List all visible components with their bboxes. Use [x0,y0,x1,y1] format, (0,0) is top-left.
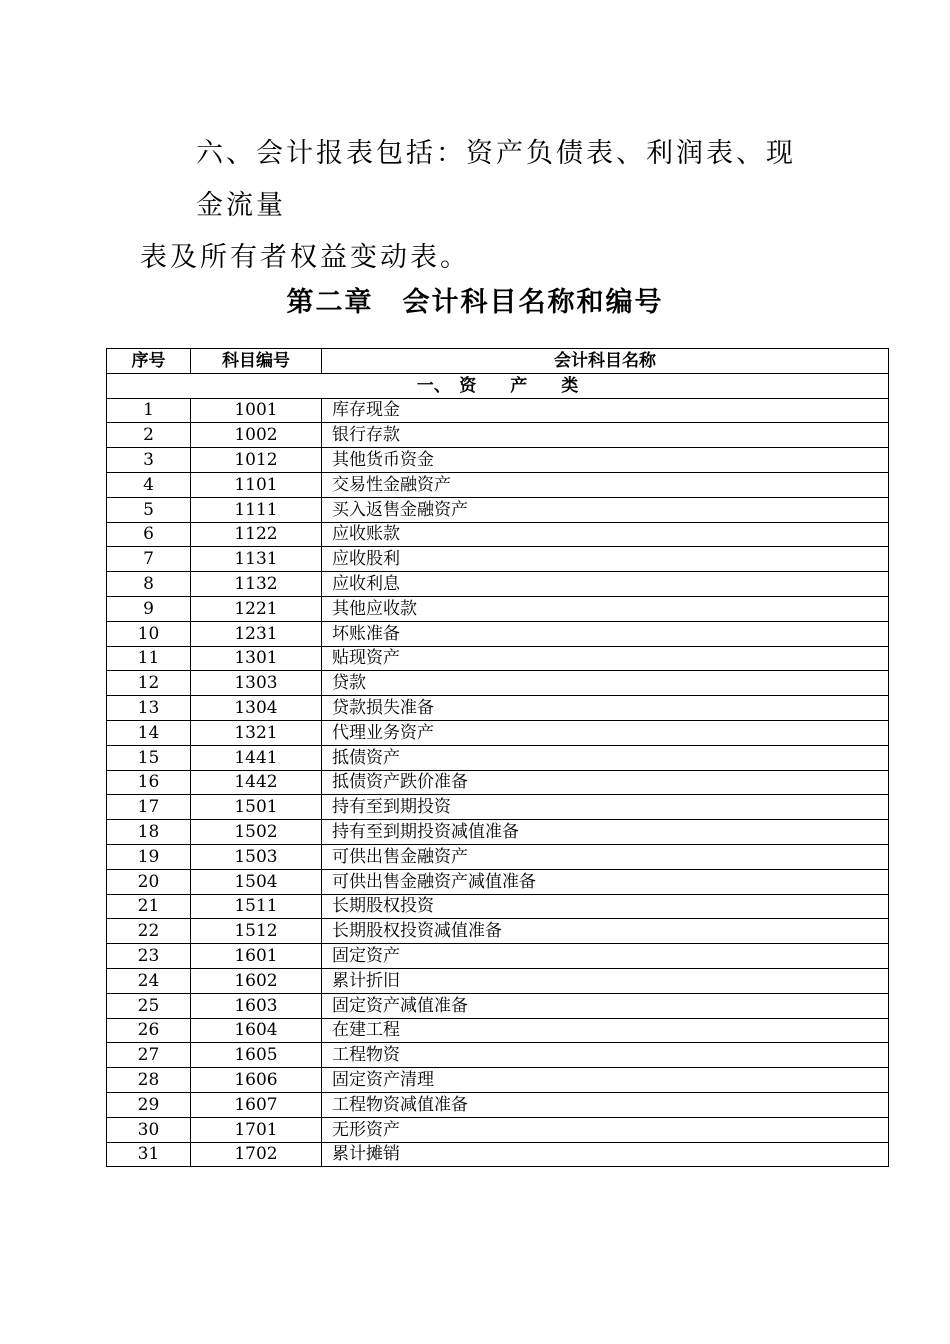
row-name: 交易性金融资产 [322,472,889,497]
row-name: 长期股权投资减值准备 [322,919,889,944]
row-code: 1503 [191,844,322,869]
row-code: 1607 [191,1092,322,1117]
row-code: 1231 [191,621,322,646]
row-name: 其他应收款 [322,596,889,621]
row-index: 9 [107,596,191,621]
table-row [107,1142,889,1167]
row-index: 4 [107,472,191,497]
row-code: 1702 [191,1142,322,1167]
table-row [107,993,889,1018]
row-code: 1122 [191,522,322,547]
table-row [107,696,889,721]
table-row [107,944,889,969]
row-index: 29 [107,1092,191,1117]
row-name: 持有至到期投资 [322,795,889,820]
row-code: 1002 [191,423,322,448]
row-index: 26 [107,1018,191,1043]
table-row [107,398,889,423]
row-index: 15 [107,745,191,770]
table-row [107,1117,889,1142]
chapter-title: 第二章 会计科目名称和编号 [286,287,664,318]
table-row [107,820,889,845]
row-code: 1512 [191,919,322,944]
row-code: 1321 [191,720,322,745]
row-index: 1 [107,398,191,423]
intro-line-1: 六、会计报表包括：资产负债表、利润表、现金流量 [196,138,796,221]
account-table [106,348,889,1167]
row-code: 1442 [191,770,322,795]
row-name: 长期股权投资 [322,894,889,919]
table-row [107,1068,889,1093]
row-index: 5 [107,497,191,522]
intro-paragraph [140,128,820,284]
row-name: 应收利息 [322,572,889,597]
table-row [107,795,889,820]
row-index: 31 [107,1142,191,1167]
row-code: 1301 [191,646,322,671]
row-name: 抵债资产 [322,745,889,770]
row-name: 工程物资减值准备 [322,1092,889,1117]
row-name: 抵债资产跌价准备 [322,770,889,795]
row-name: 可供出售金融资产减值准备 [322,869,889,894]
table-header-row [107,349,889,374]
row-name: 贴现资产 [322,646,889,671]
row-index: 8 [107,572,191,597]
row-index: 16 [107,770,191,795]
table-row [107,448,889,473]
row-name: 库存现金 [322,398,889,423]
row-index: 17 [107,795,191,820]
table-row [107,770,889,795]
row-index: 11 [107,646,191,671]
table-row [107,745,889,770]
table-row [107,720,889,745]
row-name: 固定资产清理 [322,1068,889,1093]
row-index: 14 [107,720,191,745]
row-code: 1001 [191,398,322,423]
row-index: 23 [107,944,191,969]
row-name: 银行存款 [322,423,889,448]
row-index: 19 [107,844,191,869]
row-name: 应收股利 [322,547,889,572]
table-row [107,497,889,522]
table-row [107,968,889,993]
section-row [107,373,889,398]
table-row [107,522,889,547]
table-row [107,547,889,572]
row-code: 1601 [191,944,322,969]
row-name: 在建工程 [322,1018,889,1043]
row-name: 其他货币资金 [322,448,889,473]
row-code: 1221 [191,596,322,621]
row-code: 1501 [191,795,322,820]
row-name: 工程物资 [322,1043,889,1068]
row-name: 无形资产 [322,1117,889,1142]
row-name: 贷款损失准备 [322,696,889,721]
row-code: 1603 [191,993,322,1018]
row-name: 应收账款 [322,522,889,547]
row-name: 累计折旧 [322,968,889,993]
row-index: 25 [107,993,191,1018]
row-index: 18 [107,820,191,845]
row-code: 1604 [191,1018,322,1043]
row-code: 1303 [191,671,322,696]
row-name: 代理业务资产 [322,720,889,745]
row-name: 贷款 [322,671,889,696]
row-index: 24 [107,968,191,993]
row-index: 6 [107,522,191,547]
header-name: 会计科目名称 [322,349,889,374]
row-index: 2 [107,423,191,448]
header-index: 序号 [107,349,191,374]
table-row [107,1018,889,1043]
row-code: 1511 [191,894,322,919]
row-index: 10 [107,621,191,646]
row-name: 买入返售金融资产 [322,497,889,522]
row-code: 1111 [191,497,322,522]
row-code: 1131 [191,547,322,572]
row-code: 1101 [191,472,322,497]
table-row [107,423,889,448]
row-index: 30 [107,1117,191,1142]
row-code: 1504 [191,869,322,894]
row-index: 27 [107,1043,191,1068]
row-name: 固定资产减值准备 [322,993,889,1018]
row-index: 7 [107,547,191,572]
intro-line-2: 表及所有者权益变动表。 [140,242,470,273]
row-name: 累计摊销 [322,1142,889,1167]
row-index: 21 [107,894,191,919]
row-code: 1602 [191,968,322,993]
row-code: 1132 [191,572,322,597]
table-row [107,1043,889,1068]
row-code: 1605 [191,1043,322,1068]
row-index: 12 [107,671,191,696]
table-row [107,844,889,869]
row-index: 20 [107,869,191,894]
row-name: 持有至到期投资减值准备 [322,820,889,845]
row-code: 1606 [191,1068,322,1093]
row-code: 1012 [191,448,322,473]
table-row [107,1092,889,1117]
row-name: 可供出售金融资产 [322,844,889,869]
section-title: 一、 资 产 类 [107,373,889,398]
table-row [107,869,889,894]
table-row [107,596,889,621]
row-code: 1502 [191,820,322,845]
table-row [107,646,889,671]
table-row [107,671,889,696]
row-code: 1441 [191,745,322,770]
row-code: 1701 [191,1117,322,1142]
table-row [107,894,889,919]
table-row [107,621,889,646]
row-index: 3 [107,448,191,473]
table-row [107,919,889,944]
row-name: 坏账准备 [322,621,889,646]
row-index: 28 [107,1068,191,1093]
row-name: 固定资产 [322,944,889,969]
table-row [107,472,889,497]
row-index: 13 [107,696,191,721]
header-code: 科目编号 [191,349,322,374]
row-code: 1304 [191,696,322,721]
table-row [107,572,889,597]
row-index: 22 [107,919,191,944]
